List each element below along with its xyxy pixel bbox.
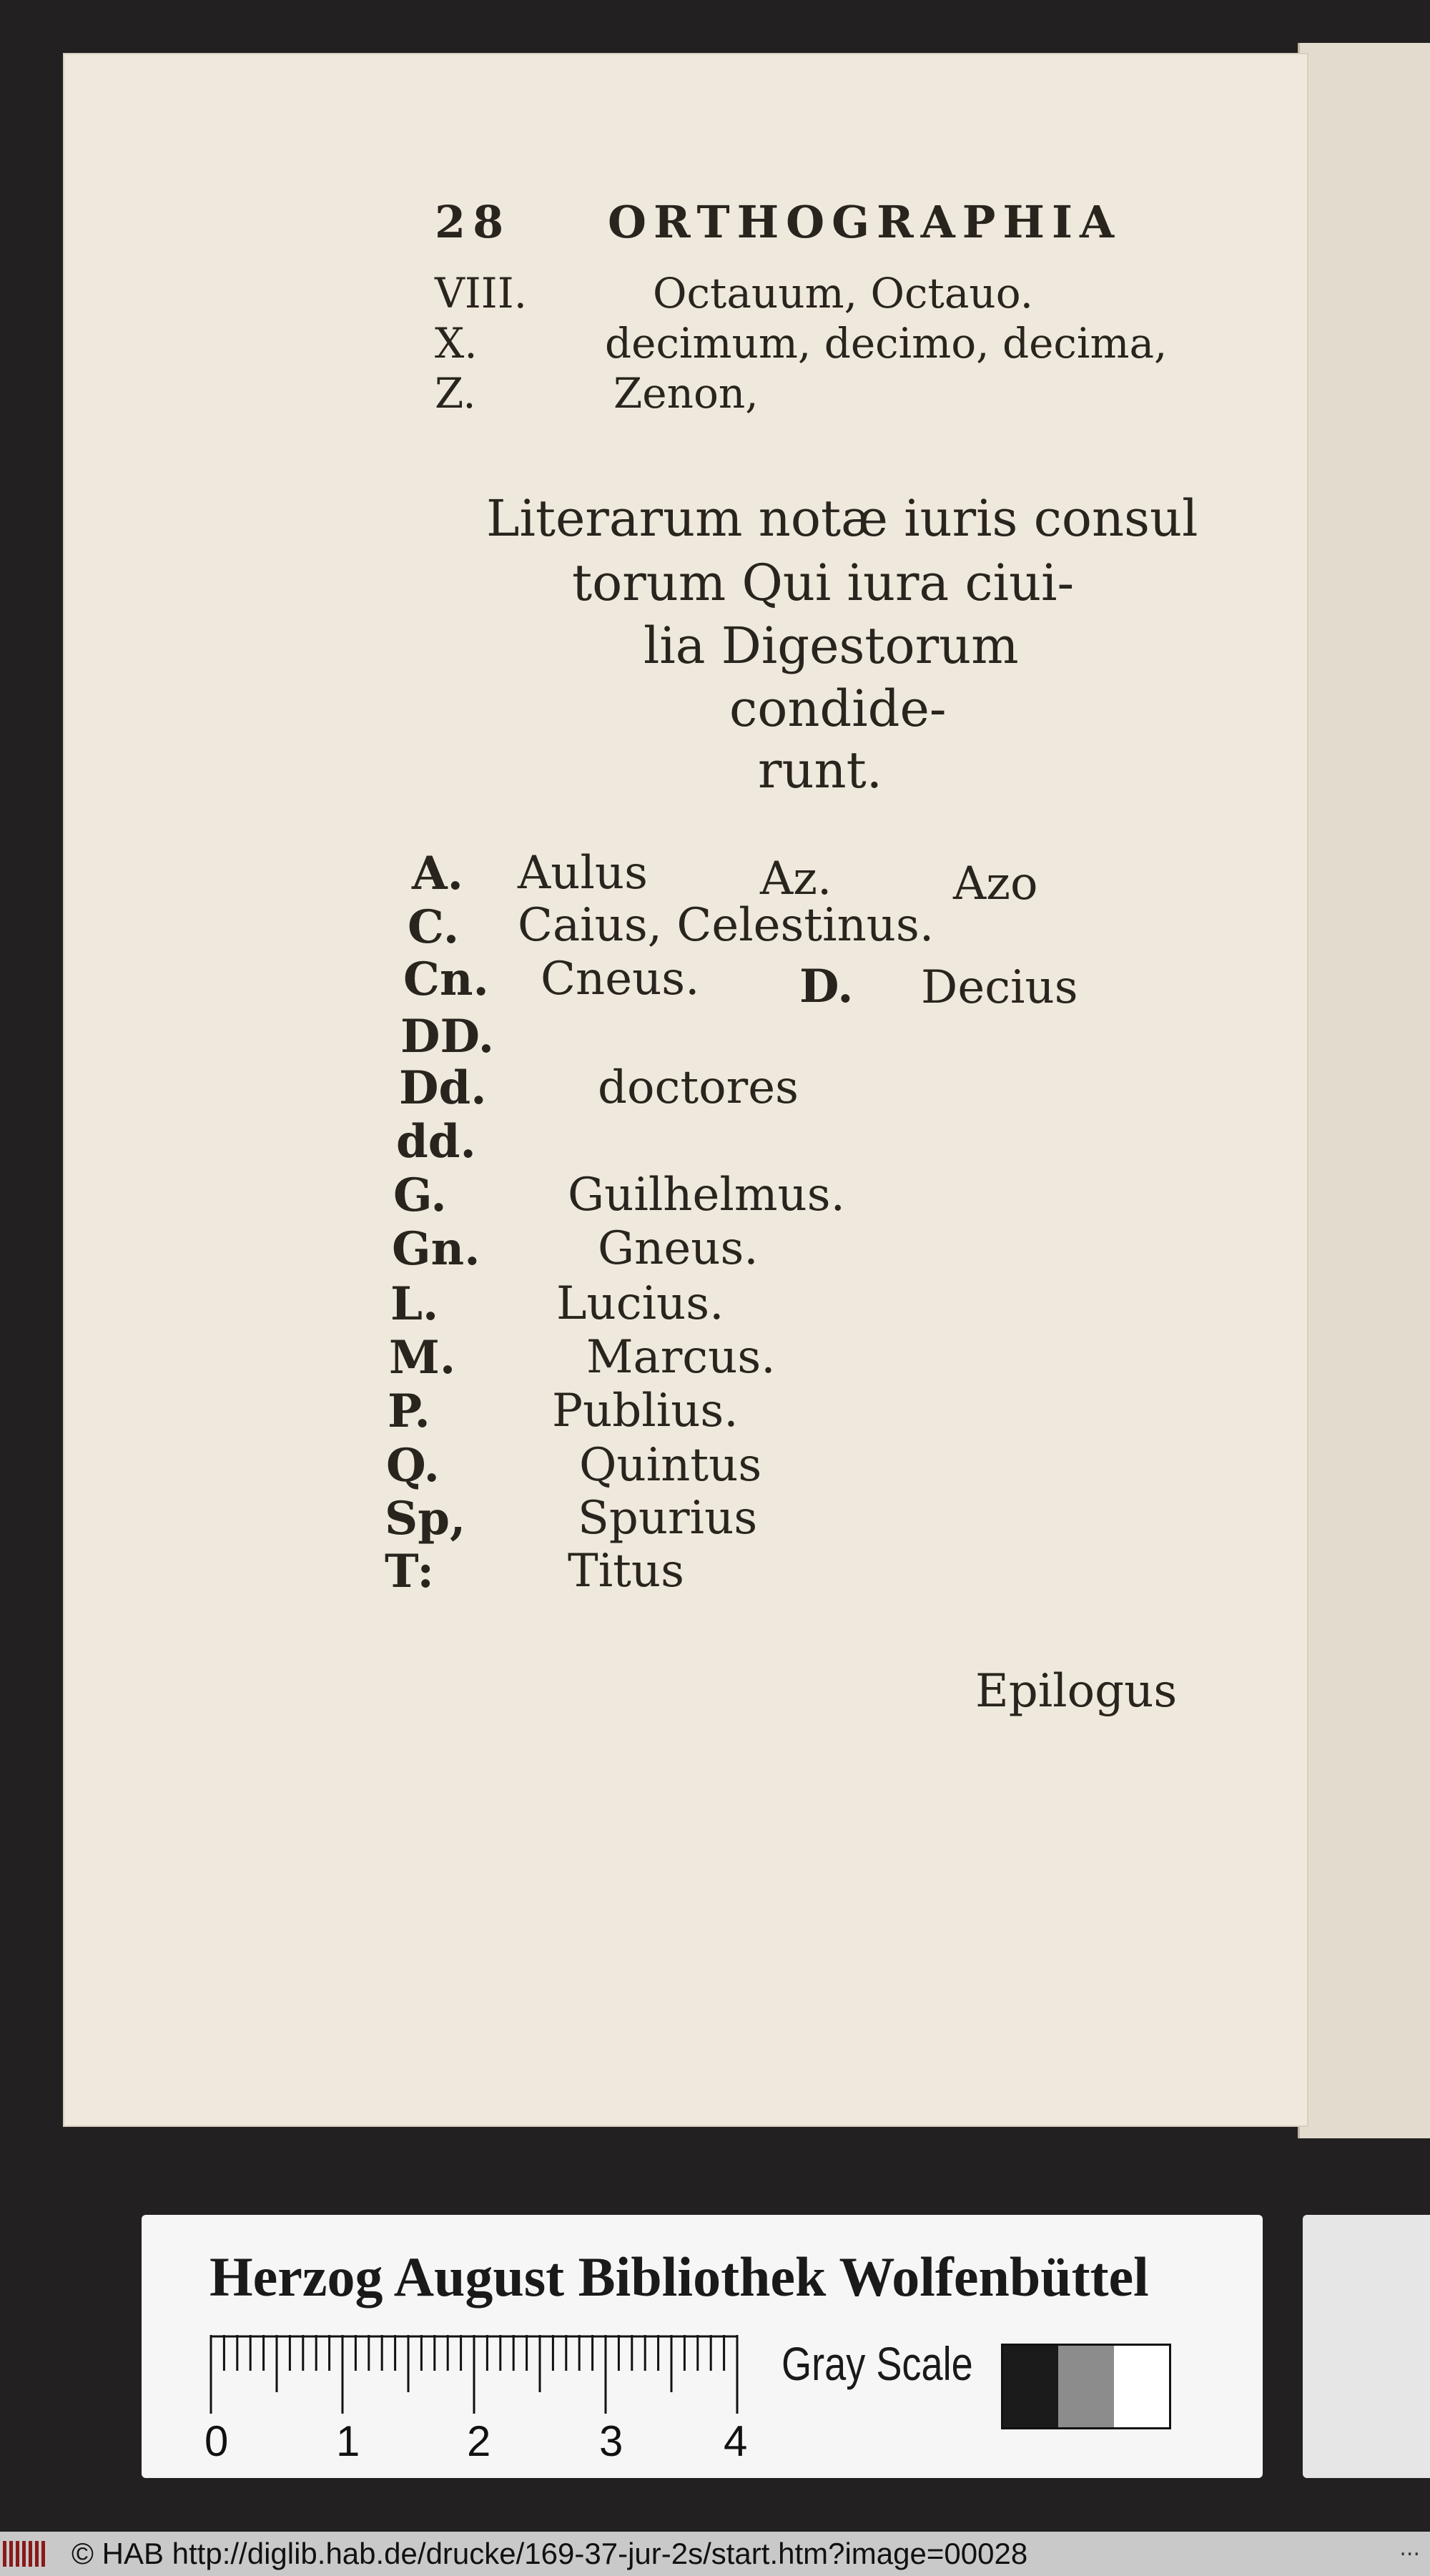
numeral-abbr: X. [435, 319, 478, 368]
nota-text: Guilhelmus. [568, 1169, 845, 1221]
facing-page-edge [1298, 43, 1430, 2138]
facing-card-edge [1303, 2215, 1430, 2478]
nota-abbr: DD. [400, 1010, 494, 1063]
hab-logo-icon [3, 2538, 64, 2570]
swatch-black [1003, 2346, 1058, 2427]
nota-abbr: dd. [396, 1115, 476, 1169]
more-dots-icon[interactable]: ... [1399, 2536, 1420, 2561]
nota-abbr: G. [393, 1169, 447, 1222]
nota-abbr: M. [389, 1331, 456, 1385]
card-title: Herzog August Bibliothek Wolfenbüttel [209, 2246, 1149, 2308]
nota-text: Gneus. [598, 1222, 759, 1275]
ruler-digit: 1 [336, 2417, 360, 2465]
gray-scale-label: Gray Scale [781, 2337, 973, 2390]
gray-scale-swatches [1001, 2344, 1171, 2429]
ruler-digit: 4 [724, 2417, 748, 2465]
nota-text: Titus [568, 1545, 684, 1598]
section-heading-line: Literarum notæ iuris consul [486, 489, 1198, 548]
nota-abbr: Gn. [392, 1222, 480, 1276]
section-heading-line: torum Qui iura ciui- [572, 554, 1075, 612]
swatch-gray [1058, 2346, 1113, 2427]
nota-abbr: C. [408, 900, 460, 954]
nota-abbr: Az. [760, 852, 832, 905]
nota-abbr: Q. [386, 1439, 440, 1493]
ruler [209, 2335, 753, 2428]
section-heading-line: condide- [729, 679, 947, 738]
nota-text: Lucius. [556, 1277, 724, 1330]
nota-abbr: Cn. [403, 953, 489, 1006]
running-head: ORTHOGRAPHIA [608, 196, 1122, 248]
nota-text: Azo [953, 857, 1038, 910]
numeral-text: Zenon, [613, 369, 759, 418]
nota-abbr: Sp, [385, 1492, 466, 1545]
catchword: Epilogus [975, 1665, 1178, 1718]
nota-abbr: P. [388, 1385, 430, 1438]
numeral-abbr: Z. [435, 369, 476, 418]
numeral-text: decimum, decimo, decima, [605, 319, 1168, 368]
section-heading-line: lia Digestorum [644, 616, 1019, 675]
footer-credit-link[interactable]: © HAB http://diglib.hab.de/drucke/169-37-jur-2s/start.htm?image=00028 [72, 2537, 1028, 2570]
color-scale-card [142, 2215, 1263, 2478]
section-heading-line: runt. [758, 741, 883, 800]
nota-abbr: A. [412, 847, 463, 900]
nota-text: Marcus. [586, 1331, 776, 1384]
nota-text: Quintus [579, 1439, 762, 1492]
nota-abbr: D. [799, 960, 854, 1013]
numeral-abbr: VIII. [435, 269, 528, 318]
book-page [63, 53, 1308, 2127]
nota-text: Cneus. [541, 953, 700, 1006]
nota-abbr: Dd. [399, 1061, 487, 1115]
page-number: 28 [435, 196, 511, 248]
nota-text: Aulus [518, 847, 648, 900]
ruler-digit: 0 [204, 2417, 229, 2465]
nota-text: doctores [598, 1061, 799, 1114]
nota-text: Caius, Celestinus. [518, 899, 935, 952]
ruler-digit: 2 [467, 2417, 491, 2465]
swatch-white [1114, 2346, 1169, 2427]
nota-abbr: T: [385, 1545, 434, 1598]
nota-text: Spurius [578, 1492, 758, 1545]
footer-bar [0, 2532, 1430, 2576]
nota-text: Decius [921, 961, 1078, 1014]
nota-abbr: L. [390, 1277, 439, 1331]
ruler-digit: 3 [599, 2417, 623, 2465]
numeral-text: Octauum, Octauo. [653, 269, 1034, 318]
nota-text: Publius. [552, 1385, 739, 1437]
